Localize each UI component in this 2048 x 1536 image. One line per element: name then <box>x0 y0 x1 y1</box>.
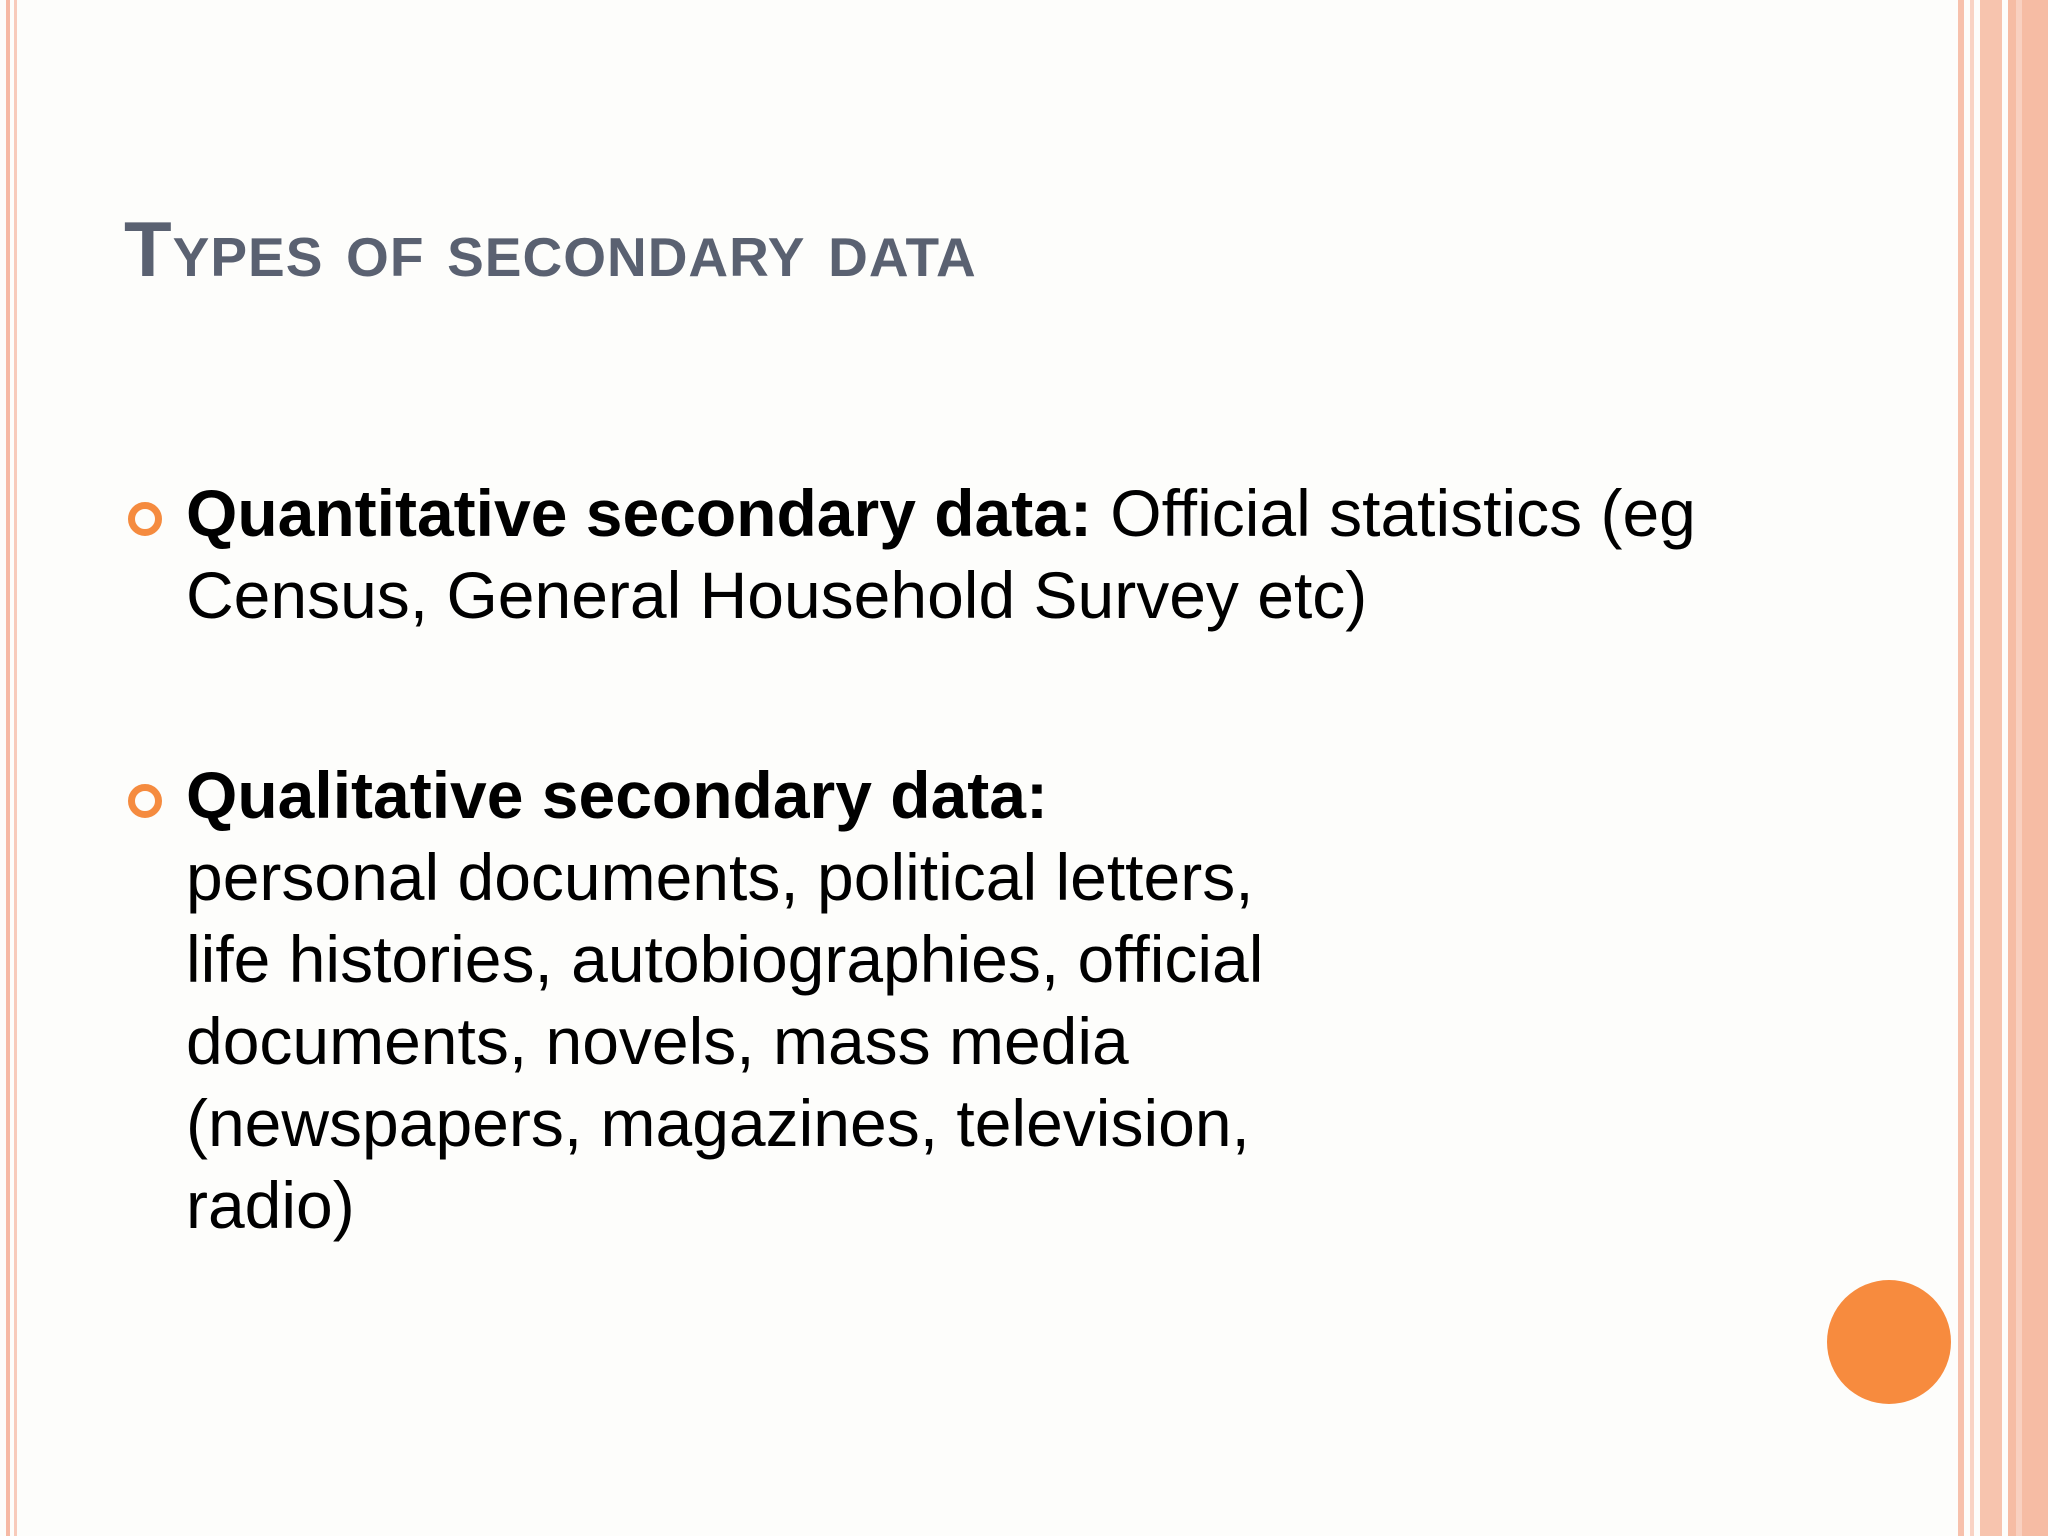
bullet-term: Quantitative secondary data: <box>186 476 1092 550</box>
left-border-line <box>6 0 10 1536</box>
bullet-item-quantitative <box>124 472 1824 636</box>
slide-title: Types of secondary data <box>124 205 977 293</box>
right-border-band <box>2016 0 2022 1536</box>
bullet-circle-icon <box>128 502 162 536</box>
bullet-list <box>124 472 1824 1364</box>
bullet-description: personal documents, political letters, life histories, autobiographies, official documents, novels, mass media (newspapers, magazines, television, radio) <box>186 840 1264 1242</box>
right-border-band <box>2008 0 2048 1536</box>
bullet-circle-icon <box>128 784 162 818</box>
decorative-orange-circle <box>1827 1280 1951 1404</box>
right-border-band <box>1958 0 1964 1536</box>
right-border-band <box>1970 0 1974 1536</box>
right-border-band <box>1980 0 2002 1536</box>
bullet-text <box>186 472 1824 636</box>
bullet-term: Qualitative secondary data: <box>186 758 1048 832</box>
bullet-item-qualitative <box>124 754 1824 1246</box>
left-border-line <box>14 0 17 1536</box>
bullet-text <box>186 754 1286 1246</box>
bullet-description: Official statistics (eg Census, General Household Survey etc) <box>186 476 1696 632</box>
